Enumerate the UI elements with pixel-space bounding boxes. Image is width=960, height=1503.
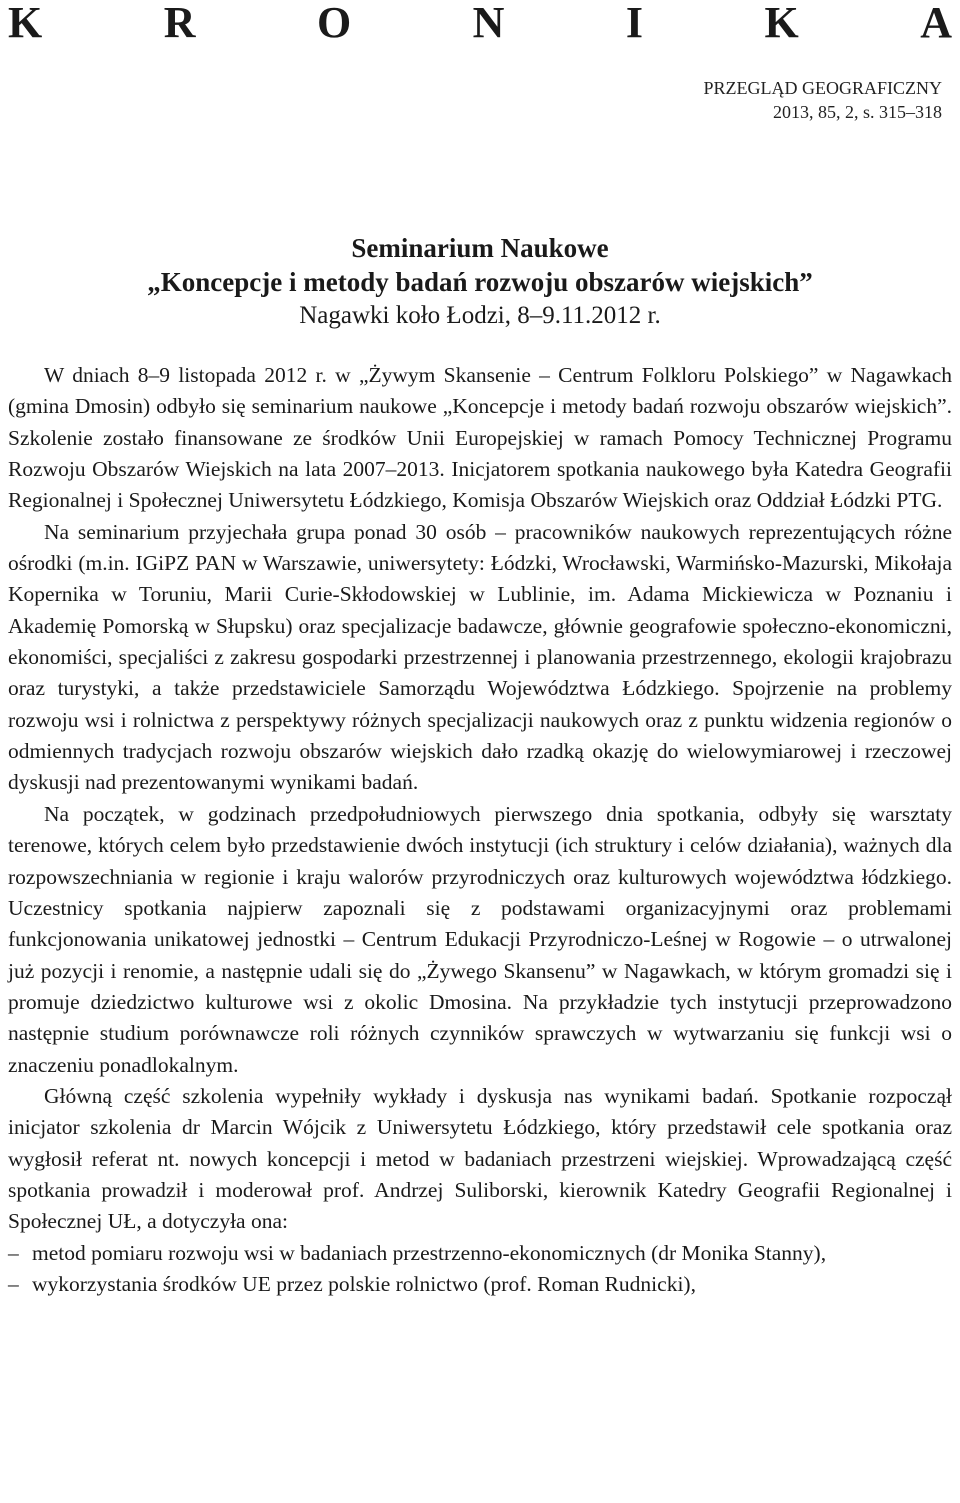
paragraph: W dniach 8–9 listopada 2012 r. w „Żywym Skansenie – Centrum Folkloru Polskiego” w Nagawkach (gmina Dmosin) odbyło się seminarium naukowe „Koncepcje i metody badań rozwoju obszarów wiejskich”. Szkolenie zostało finansowane ze środków Unii Europejskiej w ramach Pomocy Technicznej Programu Rozwoju Obszarów Wiejskich na lata 2007–2013. Inicjatorem spotkania naukowego była Katedra Geografii Regionalnej i Społecznej Uniwersytetu Łódzkiego, Komisja Obszarów Wiejskich oraz Oddział Łódzki PTG. (8, 363, 952, 513)
title-line-1: Seminarium Naukowe (351, 233, 609, 263)
paragraph: Główną część szkolenia wypełniły wykłady i dyskusja nas wynikami badań. Spotkanie rozpoczął inicjator szkolenia dr Marcin Wójcik z Uniwersytetu Łódzkiego, który przedstawił cele spotkania oraz wygłosił referat nt. nowych koncepcji i metod w badaniach przestrzeni wiejskiej. Wprowadzającą część spotkania prowadził i moderował prof. Andrzej Suliborski, kierownik Katedry Geografii Regionalnej i Społecznej UŁ, a dotyczyła ona: (8, 1083, 952, 1234)
header-letter: N (472, 0, 505, 47)
article-title (0, 231, 960, 333)
list-item (8, 1238, 952, 1269)
journal-name: PRZEGLĄD GEOGRAFICZNY (703, 78, 942, 98)
list-item-text: metod pomiaru rozwoju wsi w badaniach przestrzenno-ekonomicznych (dr Monika Stanny), (32, 1240, 827, 1265)
title-line-2: „Koncepcje i metody badań rozwoju obszarów wiejskich” (147, 267, 813, 297)
section-header-kronika (8, 0, 952, 46)
journal-citation: 2013, 85, 2, s. 315–318 (772, 102, 942, 122)
list-bullet: – (8, 1240, 19, 1265)
paragraph: Na początek, w godzinach przedpołudniowych pierwszego dnia spotkania, odbyły się warsztaty terenowe, których celem było przedstawienie dwóch instytucji (ich struktury i celów działania), ważnych dla rozpowszechniania w regionie i kraju walorów przyrodniczych oraz kulturowych województwa łódzkiego. Uczestnicy spotkania najpierw zapoznali się z podstawami organizacyjnymi oraz problemami funkcjonowania unikatowej jednostki – Centrum Edukacji Przyrodniczo-Leśnej w Rogowie – o utrwalonej już pozycji i renomie, a następnie udali się do „Żywego Skansenu” w Nagawkach, w którym gromadzi się i promuje dziedzictwo kulturowe wsi z okolic Dmosina. Na przykładzie tych instytucji przeprowadzono następnie studium porównawcze roli różnych czynników sprawczych w wytwarzaniu się funkcji wsi o znaczeniu ponadlokalnym. (8, 801, 952, 1077)
list-bullet: – (8, 1271, 19, 1296)
header-letter: A (920, 0, 952, 47)
header-letter: K (8, 0, 43, 47)
header-letter: I (625, 0, 644, 47)
journal-reference (704, 76, 943, 124)
header-letter: K (764, 0, 799, 47)
header-letter: O (316, 0, 352, 47)
title-line-3: Nagawki koło Łodzi, 8–9.11.2012 r. (299, 302, 661, 329)
header-letter: R (163, 0, 196, 47)
paragraph: Na seminarium przyjechała grupa ponad 30 osób – pracowników naukowych reprezentujących różne ośrodki (m.in. IGiPZ PAN w Warszawie, uniwersytety: Łódzki, Wrocławski, Warmińsko-Mazurski, Mikołaja Kopernika w Toruniu, Marii Curie-Skłodowskiej w Lublinie, im. Adama Mickiewicza w Poznaniu i Akademię Pomorską w Słupsku) oraz specjalizacje badawcze, głównie geografowie społeczno-ekonomiczni, ekonomiści, specjaliści z zakresu gospodarki przestrzennej i planowania przestrzennego, ekologii krajobrazu oraz turystyki, a także przedstawiciele Samorządu Województwa Łódzkiego. Spojrzenie na problemy rozwoju wsi i rolnictwa z perspektywy różnych specjalizacji naukowych oraz z punktu widzenia regionów o odmiennych tradycjach rozwoju obszarów wiejskich dało rzadką okazję do wielowymiarowej i rzeczowej dyskusji nad prezentowanymi wynikami badań. (8, 519, 952, 795)
article-body (8, 360, 952, 1300)
list-item-text: wykorzystania środków UE przez polskie rolnictwo (prof. Roman Rudnicki), (32, 1271, 696, 1296)
list-item (8, 1269, 952, 1300)
topic-list (8, 1238, 952, 1301)
